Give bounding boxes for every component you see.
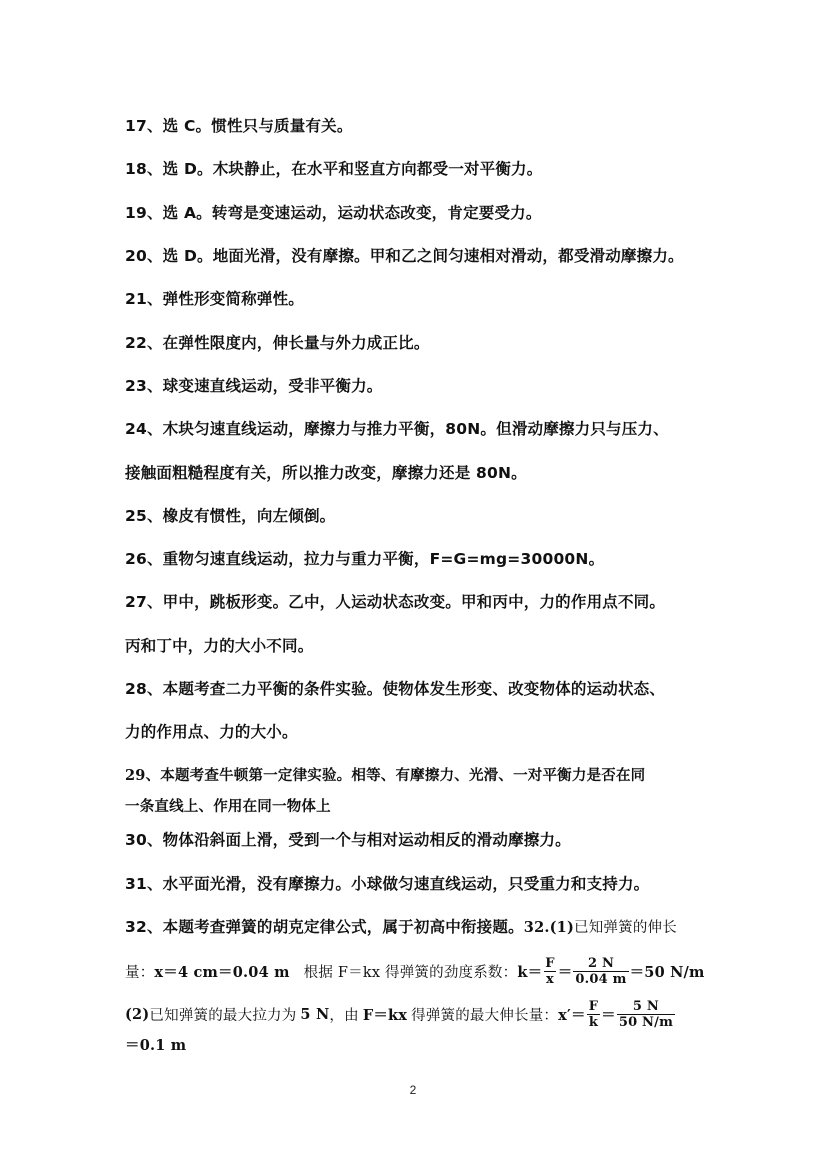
fraction-2n-over-004m — [573, 956, 628, 987]
q32-part1-label: 32.(1) — [523, 919, 575, 936]
q32-xprime-symbol: x′＝ — [558, 1006, 586, 1024]
q32-hooke-text: 根据 F＝kx 得弹簧的劲度系数： — [303, 964, 518, 981]
answer-32-line3 — [125, 995, 676, 1033]
q32-part2-by: ，由 — [329, 1007, 359, 1024]
fraction-5n-over-50nm — [617, 999, 675, 1030]
answer-23: 23、球变速直线运动，受非平衡力。 — [125, 377, 383, 395]
answer-32-line2 — [125, 952, 705, 990]
q32-formula: F＝kx — [362, 1006, 408, 1024]
answer-32-line1 — [125, 915, 677, 937]
q32-part2-text2: 得弹簧的最大伸长量： — [411, 1007, 559, 1024]
q32-part2-text: 已知弹簧的最大拉力为 — [149, 1007, 297, 1024]
answer-29-line1: 29、本题考查牛顿第一定律实验。相等、有摩擦力、光滑、一对平衡力是否在同 — [125, 767, 646, 784]
q32-k-result: ＝50 N/m — [629, 963, 705, 981]
q32-quantity-label: 量： — [125, 964, 155, 981]
fraction-denominator: 0.04 m — [575, 971, 627, 987]
q32-part1-text: 已知弹簧的伸长 — [574, 920, 677, 936]
q32-k-symbol: k＝ — [517, 963, 543, 981]
answer-17: 17、选 C。惯性只与质量有关。 — [125, 117, 353, 135]
answer-24-line2: 接触面粗糙程度有关，所以推力改变，摩擦力还是 80N。 — [125, 464, 527, 482]
fraction-numerator: F — [545, 955, 555, 971]
answer-18: 18、选 D。木块静止，在水平和竖直方向都受一对平衡力。 — [125, 160, 543, 178]
fraction-f-over-x — [543, 956, 556, 987]
q32-part2-label: (2) — [125, 1005, 150, 1023]
fraction-numerator: 2 N — [587, 955, 615, 971]
q32-intro: 32、本题考查弹簧的胡克定律公式，属于初高中衔接题。 — [125, 918, 524, 936]
answer-27-line1: 27、甲中，跳板形变。乙中，人运动状态改变。甲和丙中，力的作用点不同。 — [125, 593, 666, 611]
equals-sign: ＝ — [557, 963, 573, 981]
fraction-denominator: x — [546, 971, 554, 987]
fraction-denominator: k — [588, 1014, 599, 1030]
answer-28-line2: 力的作用点、力的大小。 — [125, 723, 298, 741]
fraction-f-over-k — [587, 999, 600, 1030]
answer-24-line1: 24、木块匀速直线运动，摩擦力与推力平衡，80N。但滑动摩擦力只与压力、 — [125, 420, 669, 438]
fraction-numerator: F — [588, 998, 599, 1014]
answer-30: 30、物体沿斜面上滑，受到一个与相对运动相反的滑动摩擦力。 — [125, 831, 571, 849]
page-number: 2 — [409, 1083, 417, 1097]
fraction-denominator: 50 N/m — [618, 1014, 674, 1030]
answer-20: 20、选 D。地面光滑，没有摩擦。甲和乙之间匀速相对滑动，都受滑动摩擦力。 — [125, 247, 684, 265]
answer-28-line1: 28、本题考查二力平衡的条件实验。使物体发生形变、改变物体的运动状态、 — [125, 680, 666, 698]
answer-27-line2: 丙和丁中，力的大小不同。 — [125, 637, 314, 655]
answer-22: 22、在弹性限度内，伸长量与外力成正比。 — [125, 334, 430, 352]
answer-25: 25、橡皮有惯性，向左倾倒。 — [125, 507, 336, 525]
q32-extension-value: x＝4 cm＝0.04 m — [154, 963, 290, 981]
fraction-numerator: 5 N — [632, 998, 659, 1014]
answer-21: 21、弹性形变简称弹性。 — [125, 290, 304, 308]
equals-sign: ＝ — [601, 1006, 616, 1024]
q32-max-force: 5 N — [300, 1005, 330, 1023]
answer-19: 19、选 A。转弯是变速运动，运动状态改变，肯定要受力。 — [125, 204, 542, 222]
answer-31: 31、水平面光滑，没有摩擦力。小球做匀速直线运动，只受重力和支持力。 — [125, 875, 650, 893]
answer-29-line2: 一条直线上、作用在同一物体上 — [125, 798, 331, 815]
answer-26: 26、重物匀速直线运动，拉力与重力平衡，F=G=mg=30000N。 — [125, 550, 605, 568]
answer-32-line4: ＝0.1 m — [125, 1037, 187, 1054]
